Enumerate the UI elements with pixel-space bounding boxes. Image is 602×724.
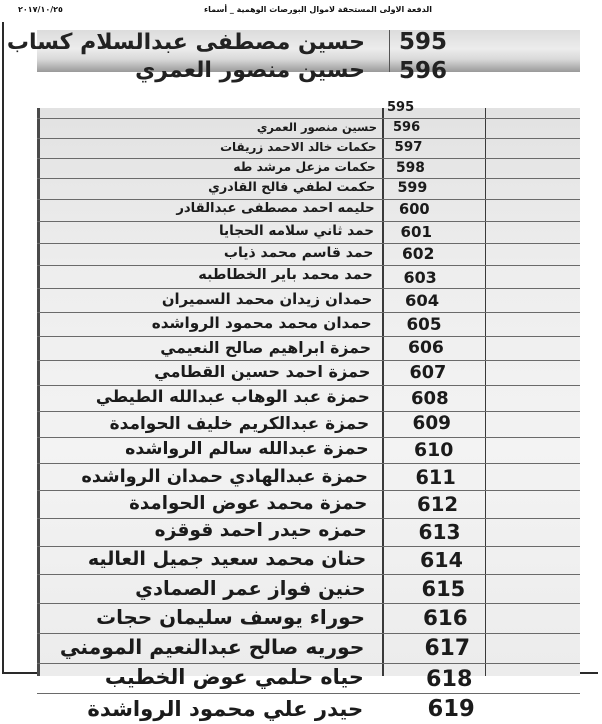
row-name: حمزة ابراهيم صالح النعيمي	[160, 337, 371, 357]
row-number: 617	[424, 635, 471, 661]
row-name: حمزة محمد عوض الحوامدة	[129, 492, 368, 514]
table-row	[37, 546, 580, 575]
table-row	[37, 138, 580, 158]
table-row	[37, 243, 580, 266]
row-name: حمد محمد باير الخطاطبه	[198, 267, 373, 284]
row-number: 605	[406, 314, 442, 335]
table-photo	[37, 100, 580, 723]
table-row	[37, 360, 580, 385]
row-number: 615	[421, 577, 466, 601]
row-name: حمزة عبدالله سالم الرواشده	[125, 439, 369, 460]
row-name: حكمات مزعل مرشد طه	[233, 159, 376, 174]
header-date: ٢٠١٧/١٠/٢٥	[18, 5, 63, 14]
row-name: حنان محمد سعيد جميل العاليه	[87, 548, 367, 571]
table-row	[37, 463, 580, 490]
table-row	[37, 385, 580, 411]
row-number: 597	[394, 139, 423, 155]
table-row	[37, 312, 580, 336]
row-name: حمزة احمد حسين القطامي	[154, 362, 371, 382]
header-title: الدفعة الاولى المستحقة لاموال البورصات الوهمية _ أسماء	[204, 5, 432, 14]
row-name: حمد قاسم محمد ذياب	[223, 244, 374, 261]
strip-row-number: 595	[399, 29, 448, 55]
row-number: 616	[423, 606, 468, 632]
table-row	[37, 336, 580, 361]
row-name: حمزه حيدر احمد قوقزه	[154, 520, 367, 542]
strip-row-name: حسين منصور العمري	[135, 58, 365, 83]
row-name: حمزة عبد الوهاب عبدالله الطيطي	[95, 387, 370, 407]
table-row	[37, 693, 580, 724]
row-name: حوريه صالح عبدالنعيم المومني	[59, 635, 365, 660]
row-number: 612	[417, 492, 459, 516]
row-number: 596	[393, 120, 421, 136]
row-number: 603	[403, 267, 437, 287]
row-number: 619	[427, 696, 475, 723]
row-number: 613	[418, 520, 461, 545]
page-header	[0, 0, 602, 20]
table-row	[37, 288, 580, 312]
row-number: 602	[402, 244, 435, 263]
row-name: حياه حلمي عوض الخطيب	[104, 665, 364, 690]
table-row	[37, 199, 580, 221]
table-row	[37, 574, 580, 603]
row-number: 608	[411, 387, 449, 409]
row-number: 599	[397, 180, 428, 197]
table-row	[37, 158, 580, 179]
table-row	[37, 411, 580, 437]
row-number: 606	[408, 338, 444, 359]
table-row	[37, 178, 580, 199]
strip-row-number: 596	[399, 58, 448, 84]
row-name: حوراء يوسف سليمان حجات	[96, 605, 365, 629]
row-number: 618	[426, 665, 473, 692]
row-number: 600	[399, 201, 430, 219]
table-row	[37, 437, 580, 464]
top-photo-strip	[6, 29, 580, 84]
row-number: 595	[387, 100, 415, 115]
row-name: حليمه احمد مصطفى عبدالقادر	[176, 201, 375, 217]
row-number: 614	[420, 548, 463, 573]
row-name: حمزة عبدالكريم خليف الحوامدة	[109, 413, 370, 434]
table-row	[37, 518, 580, 546]
row-number: 607	[409, 362, 447, 383]
table-row	[37, 490, 580, 518]
row-name: حكمت لطفي فالح القادري	[208, 180, 376, 196]
strip-row-name: حسين مصطفى عبدالسلام كساب	[6, 30, 365, 55]
row-name: حمد ثاني سلامه الحجايا	[218, 222, 374, 239]
table-row	[37, 118, 580, 138]
table-row	[37, 633, 580, 663]
row-number: 611	[415, 465, 456, 489]
row-name: حنين فواز عمر الصمادي	[135, 576, 366, 600]
row-number: 601	[400, 222, 433, 241]
table-row	[37, 603, 580, 633]
row-name: حمدان محمد محمود الرواشده	[151, 313, 372, 332]
table-row	[37, 265, 580, 288]
row-number: 609	[412, 413, 451, 435]
table-row-partial	[37, 100, 580, 118]
row-number: 610	[414, 439, 454, 462]
table-row	[37, 221, 580, 243]
row-number: 598	[396, 159, 425, 176]
row-name: حكمات خالد الاحمد زريقات	[220, 139, 377, 154]
row-name: حيدر علي محمود الرواشدة	[87, 695, 364, 721]
row-name: حسين منصور العمري	[256, 120, 377, 134]
row-name: حمزة عبدالهادي حمدان الرواشده	[81, 465, 368, 487]
row-number: 604	[405, 290, 440, 310]
row-name: حمدان زيدان محمد السميران	[161, 290, 373, 309]
table-row	[37, 663, 580, 694]
